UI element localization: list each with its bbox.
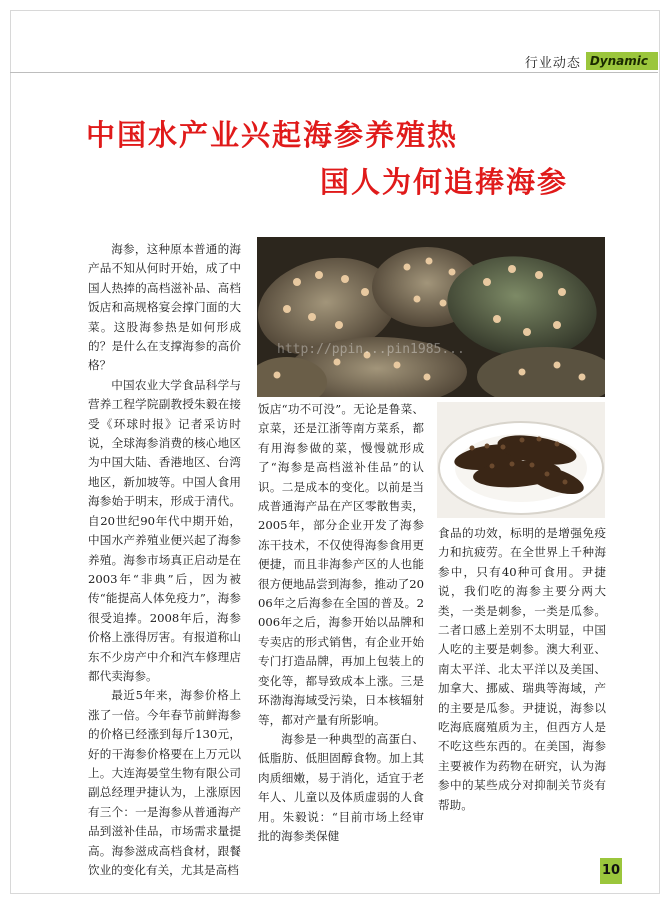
paragraph: 食品的功效，标明的是增强免疫力和抗疲劳。在全世界上千种海参中，只有40种可食用。尹捷说，我们吃的海参主要分两大类，一类是刺参，一类是瓜参。二者口感上差别不太明显，中国人吃的主要是刺参。澳大利亚、南太平洋、北太平洋以及美国、加拿大、挪威、瑞典等海域，产的主要是瓜参。尹捷说，海参以吃海底腐殖质为主，但西方人是不吃这些东西的。在美国，海参主要被作为药物在研究，认为海参中的某些成分对抑制关节炎有帮助。 [438, 526, 606, 812]
header-divider [10, 72, 658, 73]
article-column-3 [438, 524, 606, 815]
article-title-line2: 国人为何追捧海参 [320, 165, 569, 199]
paragraph: 中国农业大学食品科学与营养工程学院副教授朱毅在接受《环球时报》记者采访时说，全球海参消费的核心地区为中国大陆、香港地区、台湾地区，新加坡等。中国人食用海参始于明末，形成于清代。自20世纪90年代中期开始，中国水产养殖业便兴起了海参养殖。海参市场真正启动是在2003年“非典”后，因为被传“能提高人体免疫力”，海参很受追捧。2008年后，海参价格上涨得厉害。有报道称山东不少房产中介和汽车修理店都代卖海参。 [88, 377, 241, 683]
page-number: 10 [600, 858, 622, 884]
paragraph: 海参，这种原本普通的海产品不知从何时开始，成了中国人热捧的高档滋补品、高档饭店和高规格宴会撑门面的大菜。这股海参热是如何形成的？是什么在支撑海参的高价格？ [88, 242, 241, 373]
section-tag: Dynamic [586, 52, 658, 70]
paragraph: 饭店“功不可没”。无论是鲁菜、京菜，还是江浙等南方菜系，都有用海参做的菜，慢慢就形成了“海参是高档滋补佳品”的认识。二是成本的变化。以前是当成普通海产品在产区零散售卖，2005年，部分企业开发了海参冻干技术，不仅使得海参食用更便捷，而且非海参产区的人也能很方便地品尝到海参，推动了2006年之后海参在全国的普及。2006年之后，海参开始以品牌和专卖店的形式销售，有企业开始专门打造品牌，再加上包装上的变化等，都导致成本上涨。三是环渤海海域受污染，日本核辐射等，都对产量有所影响。 [258, 402, 424, 727]
photo-watermark: http://ppin...pin1985... [277, 342, 465, 357]
plated-sea-cucumber-art [437, 402, 605, 518]
paragraph: 最近5年来，海参价格上涨了一倍。今年春节前鲜海参的价格已经涨到每斤130元，好的干海参价格要在上万元以上。大连海晏堂生物有限公司副总经理尹捷认为，上涨原因有三个：一是海参从普通海产品到滋补佳品，市场需求量提高。海参滋成高档食材，跟餐饮业的变化有关，尤其是高档 [88, 688, 241, 877]
plated-sea-cucumber-photo [437, 402, 605, 518]
sea-cucumber-photo [257, 237, 605, 397]
article-column-2 [258, 400, 424, 846]
section-label: 行业动态 [524, 55, 581, 71]
article-title-line1: 中国水产业兴起海参养殖热 [86, 118, 459, 152]
article-column-1 [88, 240, 241, 880]
paragraph: 海参是一种典型的高蛋白、低脂肪、低胆固醇食物。加上其肉质细嫩，易于消化，适宜于老年人、儿童以及体质虚弱的人食用。朱毅说：“目前市场上经审批的海参类保健 [258, 731, 424, 843]
sea-cucumber-photo-art [257, 237, 605, 397]
section-header [525, 50, 658, 72]
